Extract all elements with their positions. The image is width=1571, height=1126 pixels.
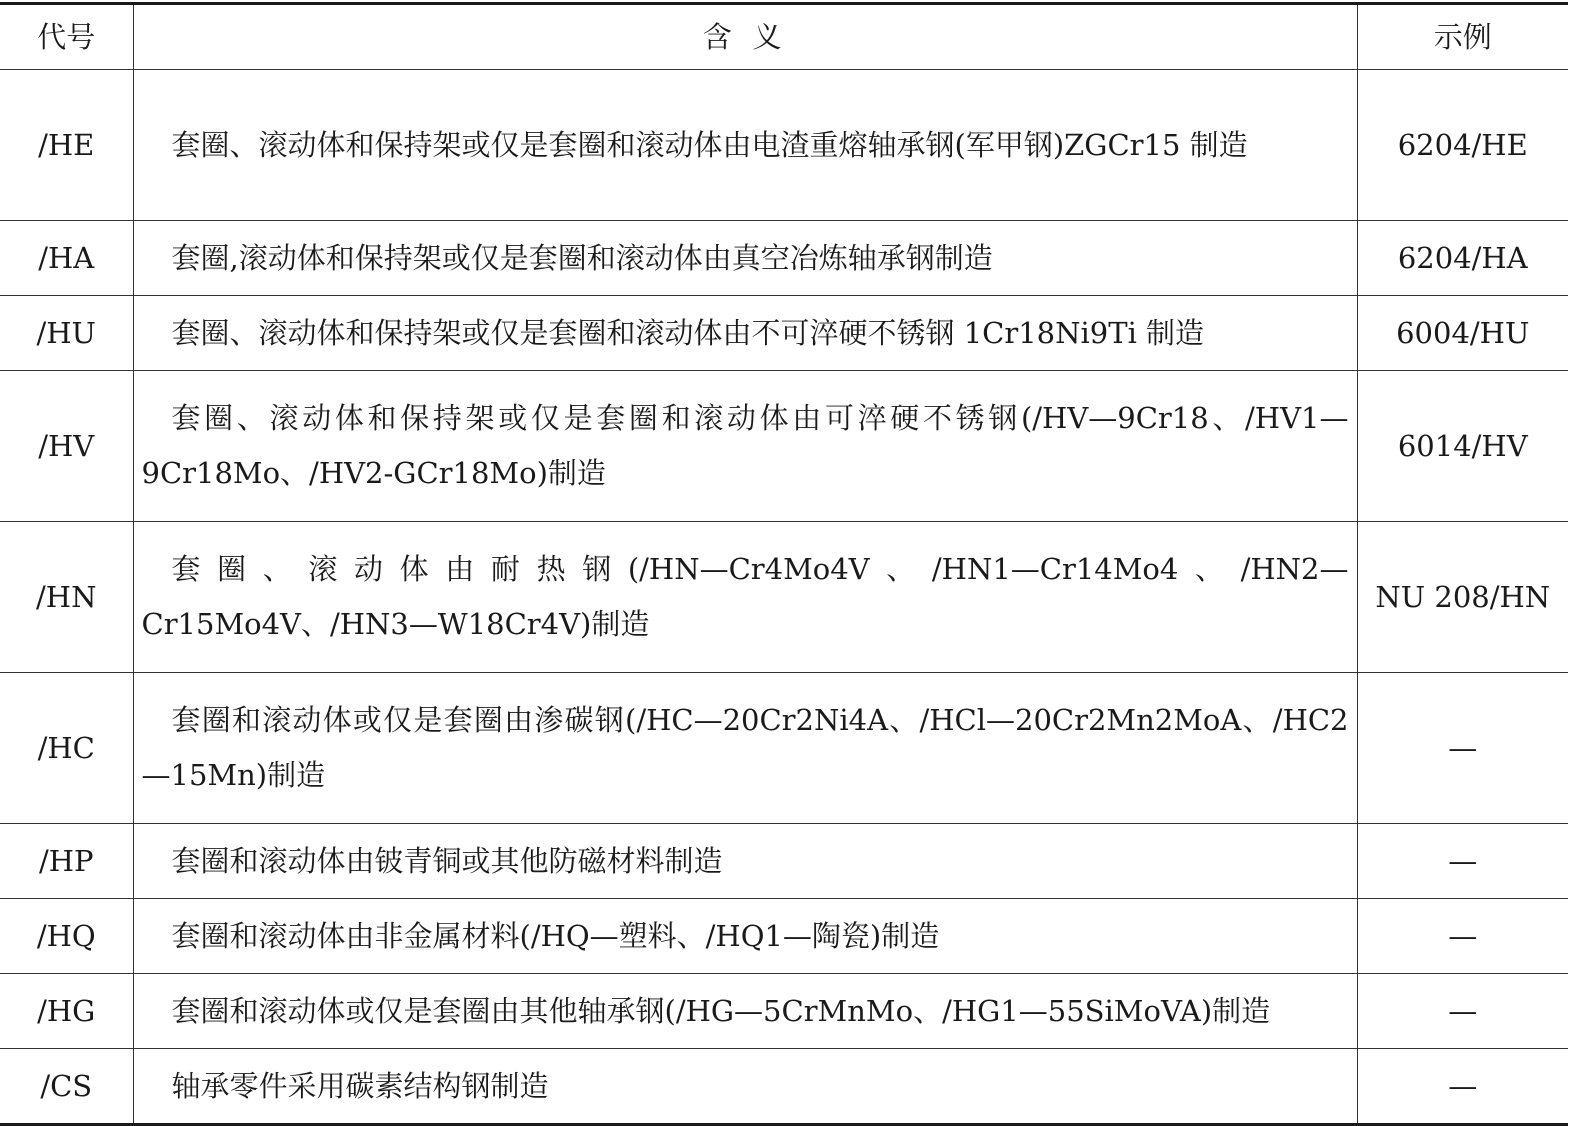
table-row — [0, 522, 1568, 673]
code-cell: /HN — [0, 522, 133, 673]
table-row — [0, 70, 1568, 221]
table-row — [0, 221, 1568, 296]
example-cell: — — [1357, 899, 1568, 974]
meaning-cell — [133, 899, 1357, 974]
table-row — [0, 824, 1568, 899]
code-cell: /HV — [0, 371, 133, 522]
meaning-cell — [133, 974, 1357, 1049]
code-cell: /HQ — [0, 899, 133, 974]
example-cell: NU 208/HN — [1357, 522, 1568, 673]
meaning-cell — [133, 371, 1357, 522]
header-meaning: 含 义 — [133, 4, 1357, 70]
material-code-table-container — [0, 2, 1568, 1126]
table-row — [0, 1049, 1568, 1125]
meaning-text: 套圈、滚动体和保持架或仅是套圈和滚动体由可淬硬不锈钢(/HV—9Cr18、/HV1—9Cr18Mo、/HV2-GCr18Mo)制造 — [141, 401, 1349, 490]
code-cell: /HA — [0, 221, 133, 296]
code-cell: /CS — [0, 1049, 133, 1125]
meaning-text: 套圈、滚动体由耐热钢(/HN—Cr4Mo4V、/HN1—Cr14Mo4、/HN2—Cr15Mo4V、/HN3—W18Cr4V)制造 — [141, 552, 1349, 641]
meaning-text: 轴承零件采用碳素结构钢制造 — [171, 1068, 549, 1103]
table-header-row — [0, 4, 1568, 70]
table-row — [0, 974, 1568, 1049]
example-cell: — — [1357, 974, 1568, 1049]
meaning-cell — [133, 1049, 1357, 1125]
meaning-text: 套圈、滚动体和保持架或仅是套圈和滚动体由电渣重熔轴承钢(军甲钢)ZGCr15 制造 — [171, 127, 1248, 162]
meaning-text: 套圈和滚动体由铍青铜或其他防磁材料制造 — [171, 843, 723, 878]
table-row — [0, 296, 1568, 371]
meaning-cell — [133, 522, 1357, 673]
meaning-cell — [133, 824, 1357, 899]
example-cell: 6204/HA — [1357, 221, 1568, 296]
meaning-text: 套圈,滚动体和保持架或仅是套圈和滚动体由真空冶炼轴承钢制造 — [171, 240, 993, 275]
example-cell: 6204/HE — [1357, 70, 1568, 221]
header-code: 代号 — [0, 4, 133, 70]
meaning-text: 套圈和滚动体或仅是套圈由渗碳钢(/HC—20Cr2Ni4A、/HCl—20Cr2Mn2MoA、/HC2—15Mn)制造 — [141, 703, 1349, 792]
material-code-table — [0, 2, 1568, 1126]
meaning-cell — [133, 673, 1357, 824]
example-cell: 6004/HU — [1357, 296, 1568, 371]
code-cell: /HP — [0, 824, 133, 899]
example-cell: 6014/HV — [1357, 371, 1568, 522]
meaning-text: 套圈、滚动体和保持架或仅是套圈和滚动体由不可淬硬不锈钢 1Cr18Ni9Ti 制造 — [171, 315, 1205, 350]
meaning-cell — [133, 296, 1357, 371]
meaning-cell — [133, 70, 1357, 221]
meaning-cell — [133, 221, 1357, 296]
table-row — [0, 673, 1568, 824]
table-row — [0, 371, 1568, 522]
example-cell: — — [1357, 1049, 1568, 1125]
header-example: 示例 — [1357, 4, 1568, 70]
code-cell: /HG — [0, 974, 133, 1049]
code-cell: /HC — [0, 673, 133, 824]
meaning-text: 套圈和滚动体或仅是套圈由其他轴承钢(/HG—5CrMnMo、/HG1—55SiMoVA)制造 — [171, 993, 1271, 1028]
meaning-text: 套圈和滚动体由非金属材料(/HQ—塑料、/HQ1—陶瓷)制造 — [171, 918, 940, 953]
code-cell: /HE — [0, 70, 133, 221]
table-row — [0, 899, 1568, 974]
code-cell: /HU — [0, 296, 133, 371]
example-cell: — — [1357, 673, 1568, 824]
example-cell: — — [1357, 824, 1568, 899]
